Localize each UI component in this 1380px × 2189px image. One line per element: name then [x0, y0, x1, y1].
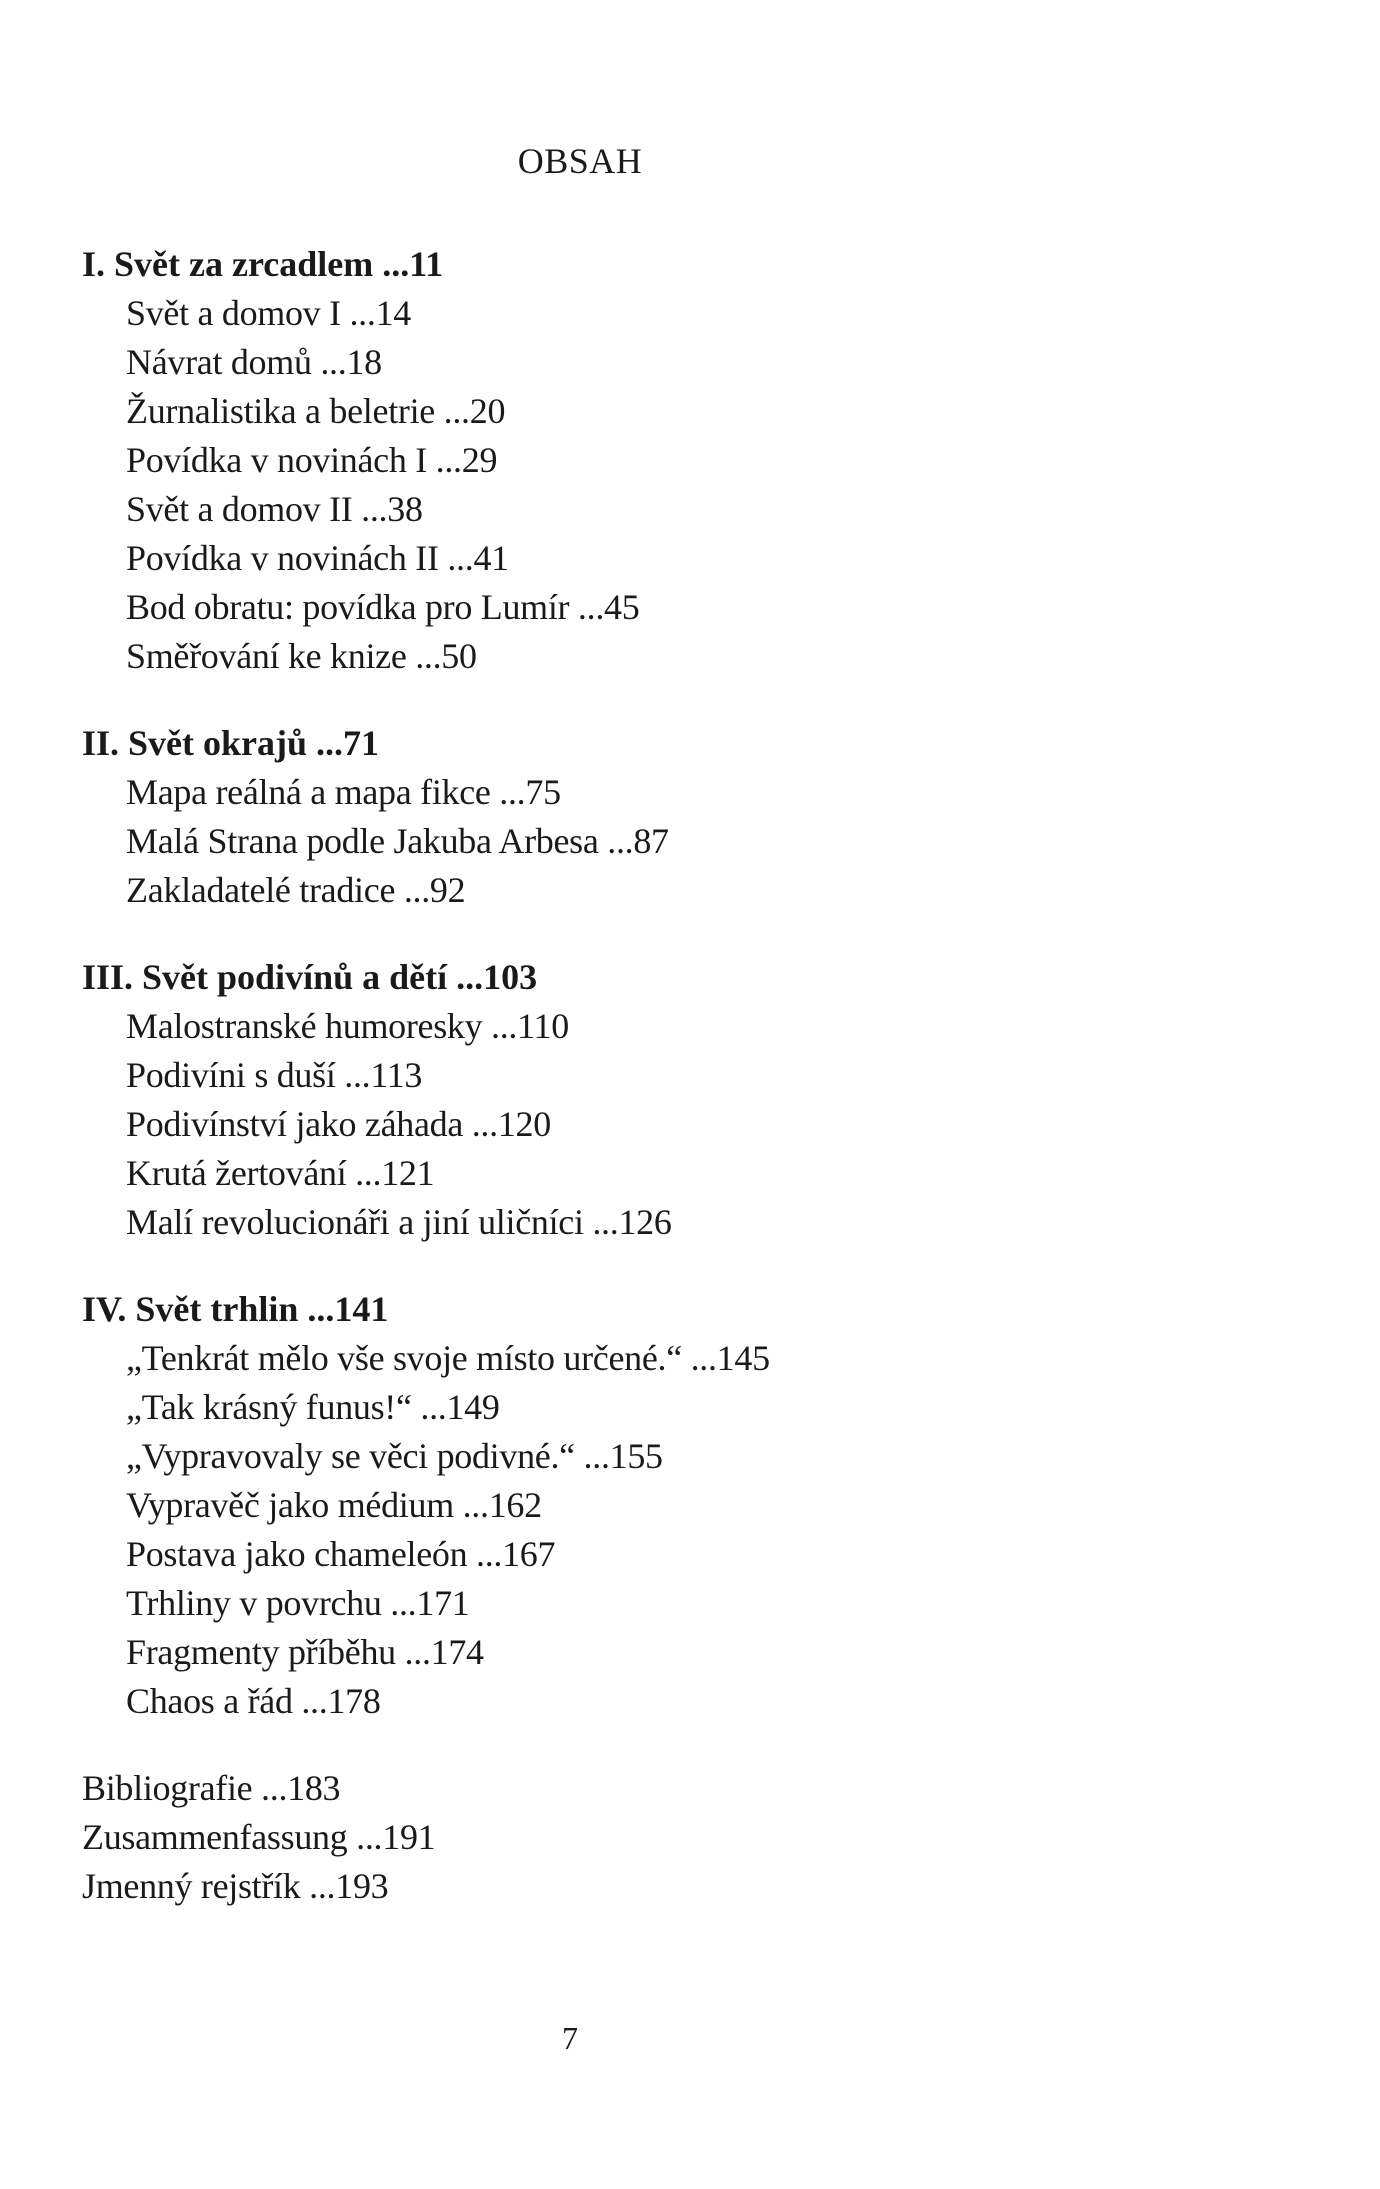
- toc-entry-summary: Zusammenfassung ...191: [82, 1817, 436, 1857]
- toc-entry: „Tenkrát mělo vše svoje místo určené.“ ...145: [126, 1338, 770, 1378]
- toc-entry: Vypravěč jako médium ...162: [126, 1485, 542, 1525]
- toc-entry: Postava jako chameleón ...167: [126, 1534, 556, 1574]
- part-heading: IV. Svět trhlin ...141: [82, 1289, 389, 1329]
- toc-entry: Malí revolucionáři a jiní uličníci ...126: [126, 1202, 672, 1242]
- toc-entry: Svět a domov II ...38: [126, 489, 423, 529]
- toc-entry: „Tak krásný funus!“ ...149: [126, 1387, 500, 1427]
- toc-part-1: [82, 240, 1282, 681]
- toc-entry: Směřování ke knize ...50: [126, 636, 477, 676]
- toc-part-3: [82, 953, 1282, 1247]
- toc-entry: Povídka v novinách II ...41: [126, 538, 509, 578]
- toc-part-4: [82, 1285, 1282, 1726]
- end-matter: [82, 1764, 1282, 1911]
- toc-entry: Malá Strana podle Jakuba Arbesa ...87: [126, 821, 669, 861]
- toc-entry: Malostranské humoresky ...110: [126, 1006, 569, 1046]
- toc-entry: Bod obratu: povídka pro Lumír ...45: [126, 587, 640, 627]
- toc-entry: Návrat domů ...18: [126, 342, 382, 382]
- toc-entry-bibliography: Bibliografie ...183: [82, 1768, 341, 1808]
- toc-entry: Trhliny v povrchu ...171: [126, 1583, 470, 1623]
- toc-entry: Podivínství jako záhada ...120: [126, 1104, 551, 1144]
- table-of-contents: [82, 240, 1282, 1911]
- part-heading: I. Svět za zrcadlem ...11: [82, 244, 444, 284]
- toc-entry: Svět a domov I ...14: [126, 293, 411, 333]
- toc-entry: Chaos a řád ...178: [126, 1681, 381, 1721]
- toc-entry-index: Jmenný rejstřík ...193: [82, 1866, 389, 1906]
- page-number: 7: [562, 2020, 578, 2056]
- toc-entry: „Vypravovaly se věci podivné.“ ...155: [126, 1436, 663, 1476]
- toc-entry: Povídka v novinách I ...29: [126, 440, 498, 480]
- toc-entry: Zakladatelé tradice ...92: [126, 870, 466, 910]
- toc-entry: Podivíni s duší ...113: [126, 1055, 423, 1095]
- toc-part-2: [82, 719, 1282, 915]
- toc-entry: Fragmenty příběhu ...174: [126, 1632, 484, 1672]
- page-title: OBSAH: [517, 141, 643, 181]
- toc-entry: Krutá žertování ...121: [126, 1153, 435, 1193]
- part-heading: II. Svět okrajů ...71: [82, 723, 380, 763]
- toc-entry: Žurnalistika a beletrie ...20: [126, 391, 506, 431]
- toc-entry: Mapa reálná a mapa fikce ...75: [126, 772, 561, 812]
- part-heading: III. Svět podivínů a dětí ...103: [82, 957, 538, 997]
